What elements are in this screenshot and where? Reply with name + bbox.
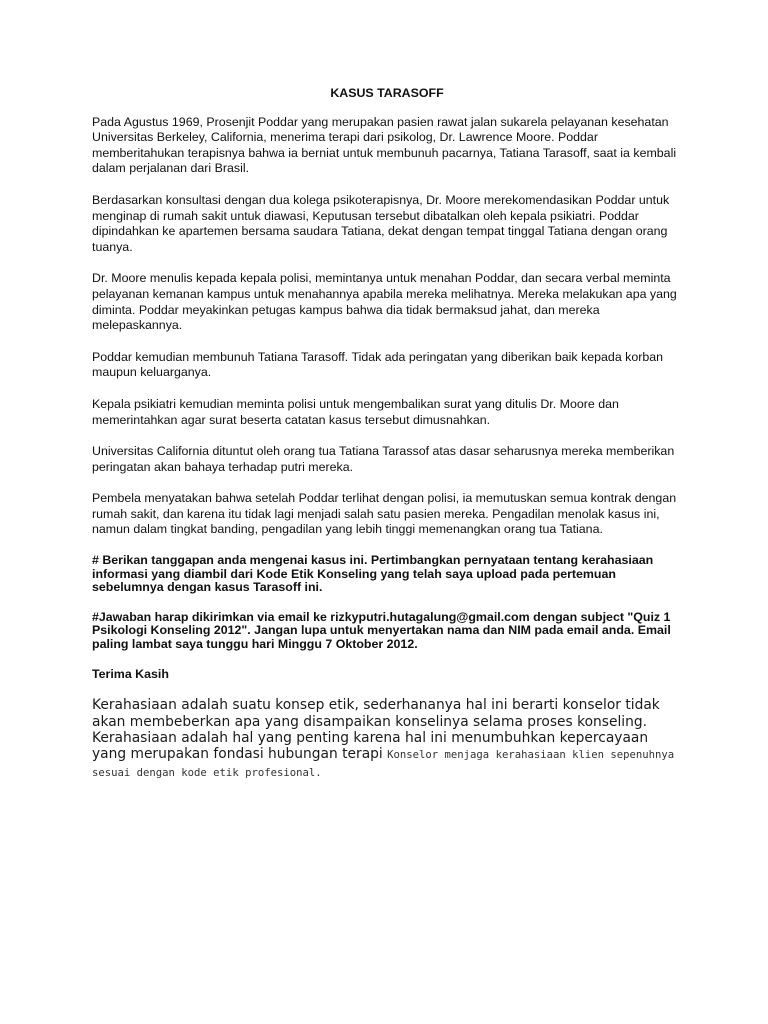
paragraph-2: Berdasarkan konsultasi dengan dua kolega psikoterapisnya, Dr. Moore merekomendasikan Poddar untuk menginap di rumah sakit untuk diawasi, Keputusan tersebut dibatalkan oleh kepala psikiatri. Poddar dipindahkan ke apartemen bersama saudara Tatiana, dekat dengan tempat tinggal Tatiana dengan orang tuanya. (92, 192, 670, 254)
instruction-question: # Berikan tanggapan anda mengenai kasus ini. Pertimbangkan pernyataan tentang kerahasiaan informasi yang diambil dari Kode Etik Konseling yang telah saya upload pada pertemuan sebelumnya dengan kasus Tarasoff ini. (92, 553, 654, 595)
answer-text (92, 697, 682, 781)
answer-main-text: Kerahasiaan adalah suatu konsep etik, sederhananya hal ini berarti konselor tidak akan membeberkan apa yang disampaikan konselinya selama proses konseling. Kerahasiaan adalah hal yang penting karena hal ini menumbuhkan kepercayaan yang merupakan fondasi hubungan terapi (92, 697, 660, 763)
document-page (92, 86, 682, 781)
document-title: KASUS TARASOFF (330, 86, 444, 100)
paragraph-1: Pada Agustus 1969, Prosenjit Poddar yang merupakan pasien rawat jalan sukarela pelayanan kesehatan Universitas Berkeley, California, menerima terapi dari psikolog, Dr. Lawrence Moore. Poddar memberitahukan terapisnya bahwa ia berniat untuk membunuh pacarnya, Tatiana Tarasoff, saat ia kembali dalam perjalanan dari Brasil. (92, 114, 677, 176)
instruction-email: #Jawaban harap dikirimkan via email ke rizkyputri.hutagalung@gmail.com dengan subject "Quiz 1 Psikologi Konseling 2012". Jangan lupa untuk menyertakan nama dan NIM pada email anda. Email paling lambat saya tunggu hari Minggu 7 Oktober 2012. (92, 609, 671, 652)
closing-text: Terima Kasih (92, 666, 169, 681)
paragraph-3: Dr. Moore menulis kepada kepala polisi, memintanya untuk menahan Poddar, dan secara verbal meminta pelayanan kemanan kampus untuk menahannya apabila mereka melihatnya. Mereka melakukan apa yang diminta. Poddar meyakinkan petugas kampus bahwa dia tidak bermaksud jahat, dan mereka melepaskannya. (92, 271, 677, 333)
paragraph-5: Kepala psikiatri kemudian meminta polisi untuk mengembalikan surat yang ditulis Dr. Moore dan memerintahkan agar surat beserta catatan kasus tersebut dimusnahkan. (92, 396, 619, 427)
answer-mono-text: Konselor menjaga kerahasiaan klien sepenuhnya sesuai dengan kode etik profesional. (92, 749, 675, 779)
paragraph-6: Universitas California dituntut oleh orang tua Tatiana Tarassof atas dasar seharusnya mereka memberikan peringatan akan bahaya terhadap putri mereka. (92, 444, 675, 474)
paragraph-4: Poddar kemudian membunuh Tatiana Tarasoff. Tidak ada peringatan yang diberikan baik kepada korban maupun keluarganya. (92, 349, 664, 380)
paragraph-7: Pembela menyatakan bahwa setelah Poddar terlihat dengan polisi, ia memutuskan semua kontrak dengan rumah sakit, dan karena itu tidak lagi menjadi salah satu pasien mereka. Pengadilan menolak kasus ini, namun dalam tingkat banding, pengadilan yang lebih tinggi memenangkan orang tua Tatiana. (92, 491, 677, 537)
